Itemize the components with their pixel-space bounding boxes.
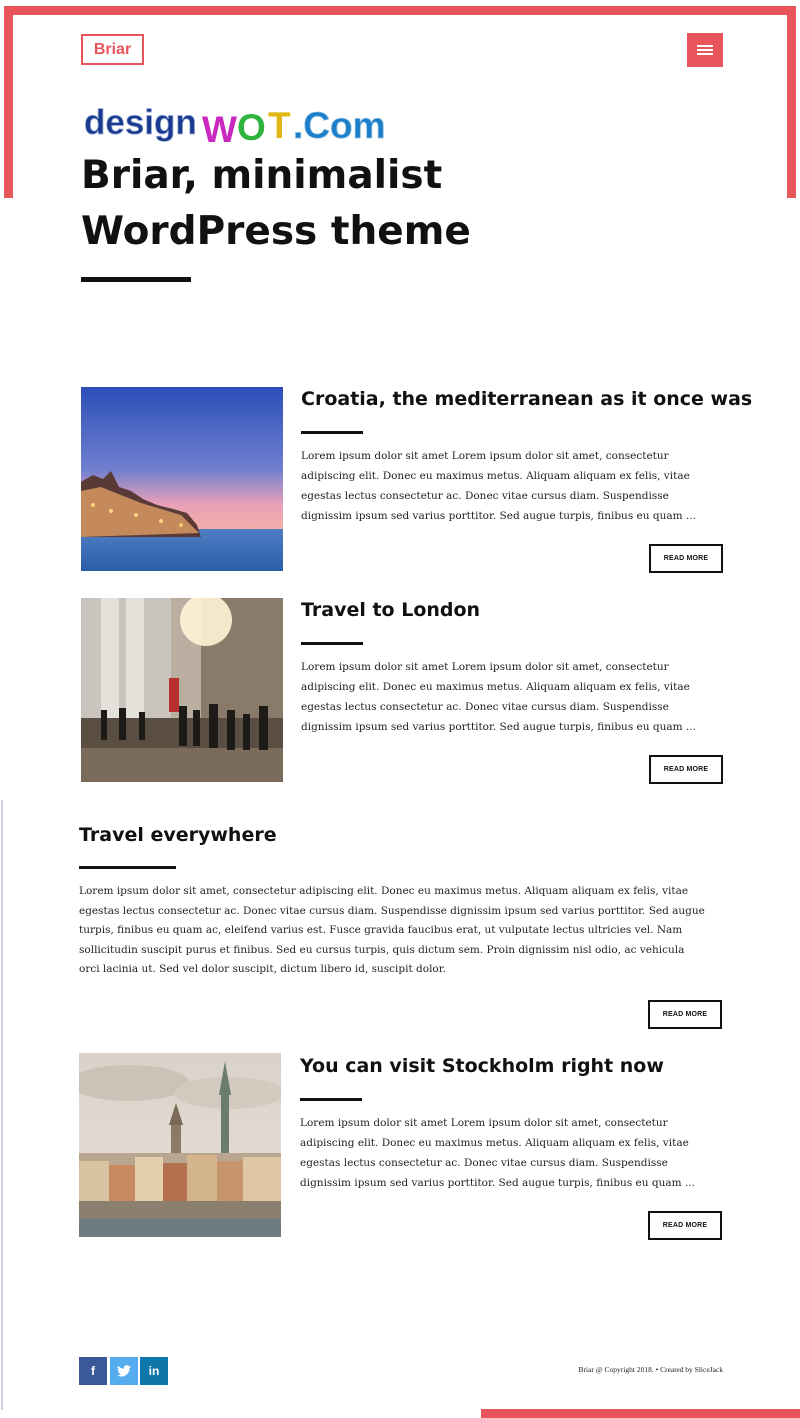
croatia-post-image[interactable] (81, 387, 283, 571)
post-title-underline (300, 1098, 362, 1101)
twitter-icon[interactable] (110, 1357, 138, 1385)
post-title-london[interactable]: Travel to London (301, 599, 481, 621)
page-edge-line (1, 800, 3, 1410)
post-excerpt-london: Lorem ipsum dolor sit amet Lorem ipsum dolor sit amet, consectetur adipiscing elit. Donec eu maximus metus. Aliquam aliquam ex felis, vitae egestas lectus consectetur ac. Donec vitae cursus diam. Suspendisse dignissim ipsum sed varius porttitor. Sed augue turpis, finibus eu quam ... (301, 661, 696, 733)
brand-logo-button[interactable]: Briar (81, 34, 144, 65)
post-title-underline (301, 431, 363, 434)
svg-text:.Com: .Com (293, 105, 386, 146)
frame-right-border (787, 6, 796, 198)
read-more-button-london[interactable]: READ MORE (649, 755, 723, 784)
post-title-travel-everywhere[interactable]: Travel everywhere (79, 824, 277, 846)
read-more-button-travel-everywhere[interactable]: READ MORE (648, 1000, 722, 1029)
post-excerpt-travel-everywhere: Lorem ipsum dolor sit amet, consectetur adipiscing elit. Donec eu maximus metus. Aliquam aliquam ex felis, vitae egestas lectus consectetur ac. Donec vitae cursus diam. Suspendisse dignissim ipsum sed varius porttitor. Sed augue turpis, finibus eu quam ac, eleifend varius est. Fusce gravida faucibus erat, ut vulputate lectus ultricies vel. Nam sollicitudin suscipit purus et finibus. Sed eu cursus turpis, quis dictum sem. Proin dignissim nisl odio, ac vehicula orci lacinia ut. Sed vel dolor suscipit, dictum libero id, suscipit dolor. (79, 885, 705, 975)
post-title-stockholm[interactable]: You can visit Stockholm right now (300, 1055, 664, 1077)
facebook-icon[interactable]: f (79, 1357, 107, 1385)
london-post-image[interactable] (81, 598, 283, 782)
linkedin-icon[interactable]: in (140, 1357, 168, 1385)
frame-bottom-border (481, 1409, 800, 1418)
stockholm-post-image[interactable] (79, 1053, 281, 1237)
svg-text:O: O (237, 107, 266, 148)
title-underline (81, 277, 191, 282)
post-excerpt-stockholm: Lorem ipsum dolor sit amet Lorem ipsum dolor sit amet, consectetur adipiscing elit. Donec eu maximus metus. Aliquam aliquam ex felis, vitae egestas lectus consectetur ac. Donec vitae cursus diam. Suspendisse dignissim ipsum sed varius porttitor. Sed augue turpis, finibus eu quam ... (300, 1117, 695, 1189)
hamburger-icon (697, 44, 713, 56)
post-title-croatia[interactable]: Croatia, the mediterranean as it once was (301, 388, 753, 410)
post-title-underline (79, 866, 176, 869)
site-title-line-2: WordPress theme (81, 209, 471, 254)
twitter-bird-glyph (117, 1365, 131, 1377)
designwot-watermark (82, 98, 428, 148)
post-excerpt-croatia: Lorem ipsum dolor sit amet Lorem ipsum dolor sit amet, consectetur adipiscing elit. Donec eu maximus metus. Aliquam aliquam ex felis, vitae egestas lectus consectetur ac. Donec vitae cursus diam. Suspendisse dignissim ipsum sed varius porttitor. Sed augue turpis, finibus eu quam ... (301, 450, 696, 522)
read-more-button-croatia[interactable]: READ MORE (649, 544, 723, 573)
copyright-text: Briar @ Copyright 2018. • Created by SliceJack (578, 1365, 723, 1374)
site-title-line-1: Briar, minimalist (81, 153, 443, 198)
svg-text:T: T (268, 105, 291, 146)
svg-text:design: design (84, 103, 197, 142)
site-title (81, 148, 581, 260)
hamburger-menu-button[interactable] (687, 33, 723, 67)
frame-top-border (4, 6, 796, 15)
post-title-underline (301, 642, 363, 645)
svg-text:W: W (202, 109, 237, 148)
read-more-button-stockholm[interactable]: READ MORE (648, 1211, 722, 1240)
frame-left-border (4, 6, 13, 198)
